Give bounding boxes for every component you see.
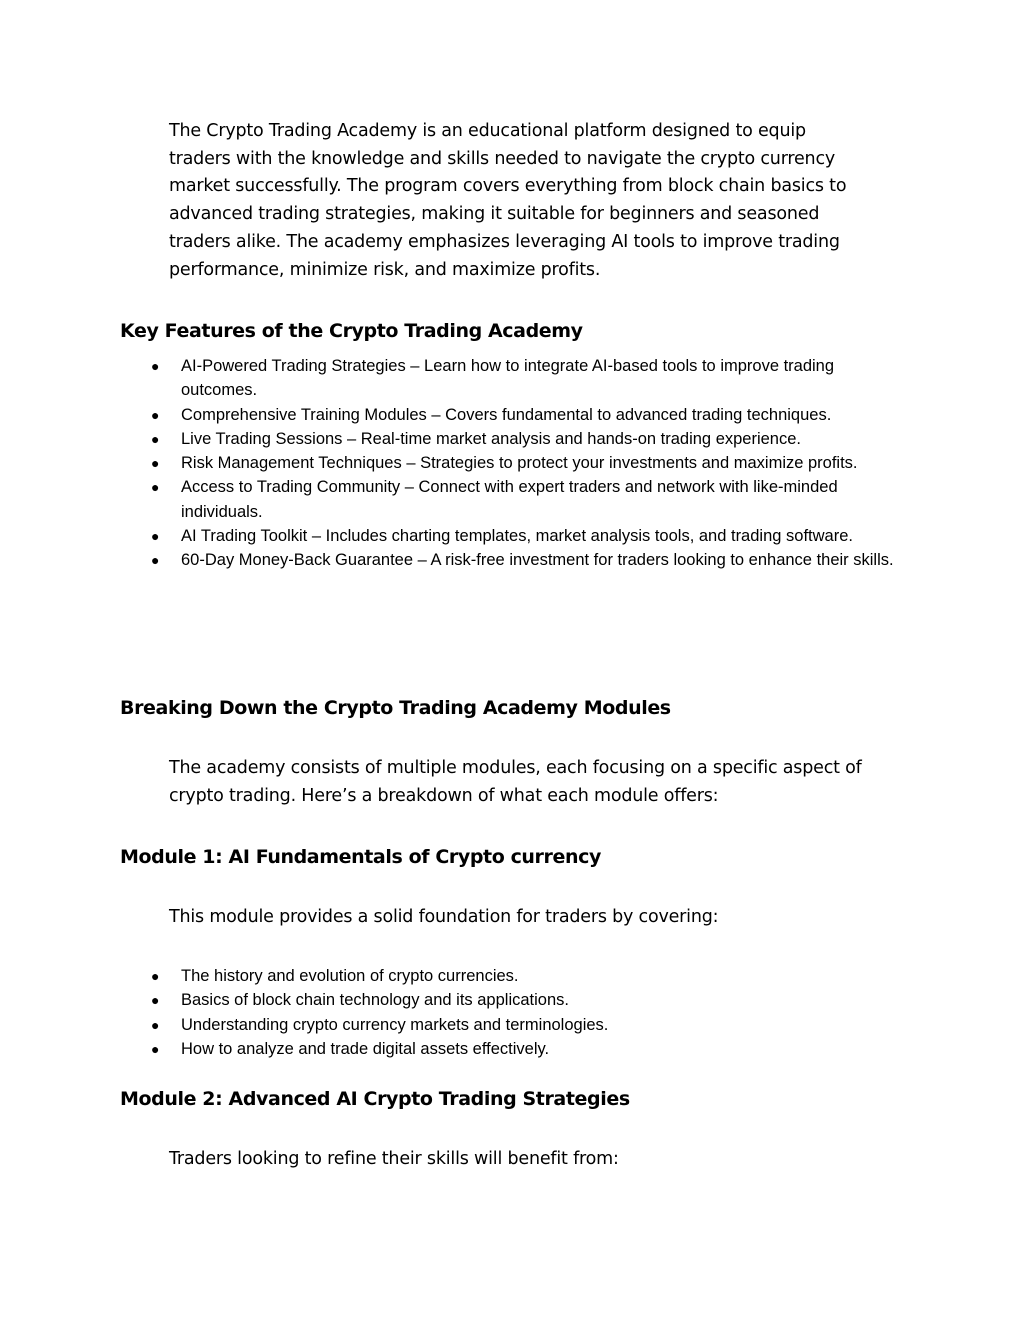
list-item: ● The history and evolution of crypto currencies.: [148, 964, 898, 988]
bullet-icon: ●: [151, 992, 160, 1009]
bullet-icon: ●: [151, 1016, 160, 1033]
bullet-icon: ●: [151, 968, 160, 984]
list-item: ● Access to Trading Community – Connect with expert traders and network with like-minded individuals.: [148, 475, 898, 524]
bullet-icon: ●: [151, 479, 160, 496]
modules-overview-heading: Breaking Down the Crypto Trading Academy Modules: [120, 697, 671, 719]
list-item: ● Understanding crypto currency markets and terminologies.: [148, 1013, 898, 1037]
modules-overview-paragraph: The academy consists of multiple modules, each focusing on a specific aspect of crypto trading. Here’s a breakdown of what each module offers:: [169, 758, 862, 806]
bullet-icon: ●: [151, 430, 160, 447]
list-item: ● How to analyze and trade digital assets effectively.: [148, 1037, 898, 1061]
list-item: ● 60-Day Money-Back Guarantee – A risk-free investment for traders looking to enhance their skills.: [148, 548, 898, 572]
module2-paragraph: Traders looking to refine their skills will benefit from:: [169, 1149, 619, 1169]
bullet-icon: ●: [151, 528, 160, 545]
module1-list: [148, 964, 898, 1061]
module1-paragraph: This module provides a solid foundation for traders by covering:: [169, 907, 719, 927]
bullet-icon: ●: [151, 552, 160, 569]
bullet-icon: ●: [151, 1040, 160, 1057]
list-item: ● AI Trading Toolkit – Includes charting templates, market analysis tools, and trading software.: [148, 524, 898, 548]
list-item: ● Basics of block chain technology and its applications.: [148, 988, 898, 1012]
bullet-icon: ●: [151, 406, 160, 423]
module1-heading: Module 1: AI Fundamentals of Crypto currency: [120, 846, 601, 868]
list-item: ● Comprehensive Training Modules – Covers fundamental to advanced trading techniques.: [148, 403, 898, 427]
intro-paragraph: The Crypto Trading Academy is an educational platform designed to equip traders with the knowledge and skills needed to navigate the crypto currency market successfully. The program covers everything from block chain basics to advanced trading strategies, making it suitable for beginners and seasoned traders alike. The academy emphasizes leveraging AI tools to improve trading performance, minimize risk, and maximize profits.: [169, 121, 847, 280]
bullet-icon: ●: [151, 455, 160, 472]
key-features-list: [148, 354, 898, 573]
key-features-heading: Key Features of the Crypto Trading Academy: [120, 320, 583, 342]
module2-heading: Module 2: Advanced AI Crypto Trading Strategies: [120, 1088, 630, 1110]
bullet-icon: ●: [151, 358, 160, 374]
list-item: ● Live Trading Sessions – Real-time market analysis and hands-on trading experience.: [148, 427, 898, 451]
list-item: ● AI-Powered Trading Strategies – Learn how to integrate AI-based tools to improve trading outcomes.: [148, 354, 898, 403]
list-item: ● Risk Management Techniques – Strategies to protect your investments and maximize profits.: [148, 451, 898, 475]
